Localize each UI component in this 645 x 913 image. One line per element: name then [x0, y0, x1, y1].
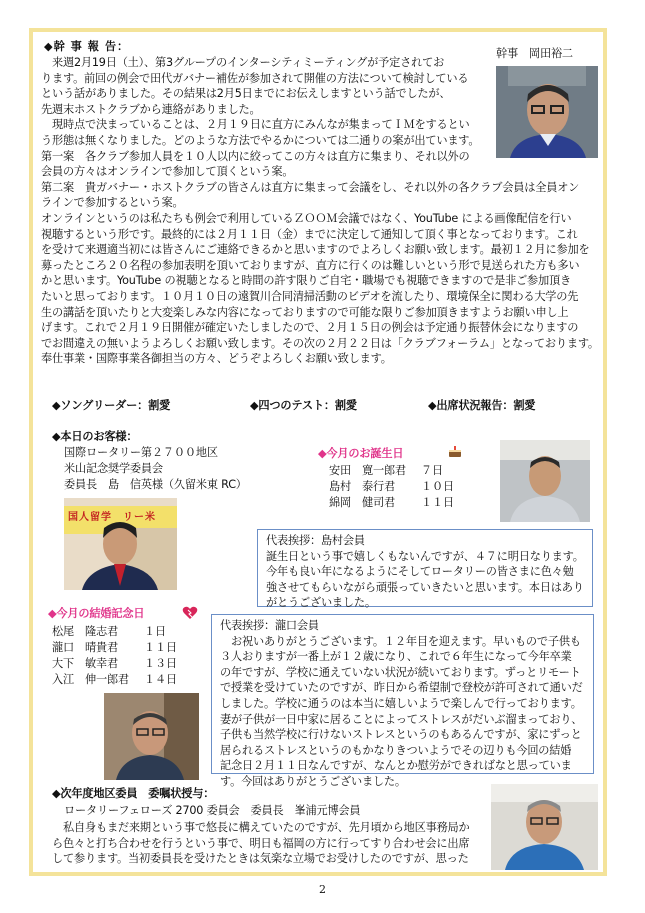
- anniversary-row: [52, 624, 177, 640]
- birthday-row: [329, 463, 454, 479]
- anniversary-greeting-line: 妻が子供が一日中家に居ることによってストレスがだいぶ溜まっており、: [220, 712, 583, 726]
- guest-photo-banner: 国人留学 リー米: [68, 512, 156, 523]
- anniversary-greeting-box: [211, 614, 594, 788]
- anniversary-row: [52, 672, 177, 688]
- secretary-line: を受けて来週適当初には皆さんにご連絡できるかと思いますのでよろしくお願い致します。最初１２月に参加を: [41, 243, 590, 257]
- birthday-greeting-title: 代表挨拶：島村会員: [266, 534, 365, 547]
- birthday-heading: ◆今月のお誕生日: [318, 447, 404, 460]
- anniversary-greeting-line: の年ですが、学校に通えていない状況が続いております。ずっとリモート: [220, 665, 581, 679]
- birthday-greeting-line: 今年も良い年になるようにそしてロータリーの皆さまに色々勉: [266, 565, 574, 579]
- song-leader-report: ◆ソングリーダー：割愛: [52, 399, 171, 412]
- birthday-name: 安田 寛一郎君: [329, 464, 406, 477]
- birthday-greeting-line: 強させてもらいながら頑張っていきたいと思います。本日はあり: [266, 580, 584, 594]
- anniversary-row: [52, 656, 177, 672]
- birthday-list: [329, 463, 454, 511]
- birthday-greeting-box: [257, 529, 593, 610]
- birthday-row: [329, 479, 454, 495]
- secretary-caption: 幹事 岡田裕二: [496, 47, 573, 60]
- guests-body: [64, 445, 247, 493]
- anniversary-name: 松尾 隆志君: [52, 625, 118, 638]
- birthday-photo: [500, 440, 590, 522]
- secretary-line: 現時点で決まっていることは、２月１９日に直方にみんなが集まってＩＭをするとい: [41, 118, 470, 132]
- secretary-body: [41, 55, 599, 367]
- anniversary-greeting-title: 代表挨拶：瀧口会員: [220, 619, 319, 632]
- four-way-test-report: ◆四つのテスト：割愛: [250, 399, 357, 412]
- anniversary-greeting-line: す。今回はありがとうございました。: [220, 774, 406, 788]
- birthday-row: [329, 495, 454, 511]
- secretary-line: げます。これで２月１９日開催が確定いたしましたので、２月１５日の例会は予定通り振替休会になりますの: [41, 321, 579, 335]
- secretary-line: 第二案 貴ガバナー・ホストクラブの皆さんは直方に集まって会議をし、それ以外の各クラブ会員は全員オン: [41, 180, 580, 194]
- anniversary-greeting-line: 子供も当然学校に行けないストレスというのもあるんですが、家にずっと: [220, 728, 582, 742]
- secretary-line: 募ったところ２０名程の参加表明を頂いておりますが、直方に行くのは難しいという形で見送られた方も多い: [41, 258, 580, 272]
- anniversary-day: １４日: [144, 673, 177, 686]
- anniversary-day: １日: [144, 625, 166, 638]
- birthday-greeting-line: 誕生日という事で嬉しくもないんですが、４７に明日なります。: [266, 549, 584, 563]
- next-year-photo: [491, 784, 598, 870]
- anniversary-greeting-line: で授業を受けていたのですが、昨日から希望制で登校が許可されて通いだ: [220, 681, 583, 695]
- secretary-line: ります。前回の例会で田代ガバナー補佐が参加されて開催の方法について検討している: [41, 71, 469, 85]
- secretary-line: 会員の方々はオンラインで参加して頂くという案。: [41, 165, 294, 179]
- birthday-name: 島村 泰行君: [329, 480, 395, 493]
- anniversary-list: [52, 624, 177, 688]
- birthday-day: １１日: [421, 496, 454, 509]
- anniversary-greeting-line: お祝いありがとうございます。１２年目を迎えます。早いもので子供も: [220, 634, 581, 648]
- secretary-line: オンラインというのは私たちも例会で利用しているＺＯＯＭ会議ではなく、YouTube による画像配信を行い: [41, 211, 572, 225]
- secretary-line: 先週末ホストクラブから連絡がありました。: [41, 102, 261, 116]
- guest-line: 委員長 島 信英様（久留米東 RC）: [64, 478, 247, 491]
- page-number: 2: [319, 883, 326, 896]
- next-year-line: して参ります。当初委員長を受けたときは気楽な立場でお受けしたのですが、思った: [52, 852, 469, 866]
- birthday-name: 綿岡 健司君: [329, 496, 395, 509]
- next-year-line: ら色々と打ち合わせを行うという事で、明日も福岡の方に行ってすり合わせ会に出席: [52, 836, 470, 850]
- secretary-line: 奉仕事業・国際事業各御担当の方々、どうぞよろしくお願い致します。: [41, 352, 392, 366]
- secretary-heading: ◆幹 事 報 告：: [44, 40, 130, 53]
- secretary-line: たいと思っております。１０月１０日の遠賀川合同清掃活動のビデオを流したり、環境保全に関わる大学の先: [41, 289, 579, 303]
- anniversary-greeting-line: 記念日２月１１日なんですが、なんとか慰労ができればなと思っていま: [220, 759, 572, 773]
- anniversary-name: 瀧口 晴貴君: [52, 641, 118, 654]
- anniversary-heading: ◆今月の結婚記念日: [48, 607, 145, 620]
- guest-photo: [64, 498, 177, 590]
- next-year-body: [52, 820, 470, 867]
- secretary-line: 第一案 各クラブ参加人員を１０人以内に絞ってこの方々は直方に集まり、それ以外の: [41, 149, 470, 163]
- anniversary-photo: [104, 693, 199, 780]
- secretary-line: 視聴するという形です。最終的には２月１１日（金）までに決定して通知して頂く事となっております。これ: [41, 227, 578, 241]
- birthday-day: １０日: [421, 480, 454, 493]
- anniversary-name: 大下 敏幸君: [52, 657, 118, 670]
- anniversary-name: 入江 伸一郎君: [52, 673, 129, 686]
- secretary-line: 生の講話を頂いたりと大変楽しみな内容になっておりますので可能な限りご参加頂きますようお願い申し上: [41, 305, 569, 319]
- anniversary-day: １１日: [144, 641, 177, 654]
- next-year-line: 私自身もまだ来期という事で悠長に構えていたのですが、先月頃から地区事務局か: [52, 821, 470, 834]
- anniversary-row: [52, 640, 177, 656]
- anniversary-day: １３日: [144, 657, 177, 670]
- secretary-line: かと思います。YouTube の視聴となると時間の許す限りご自宅・職場でも視聴できますので是非ご参加頂き: [41, 274, 572, 288]
- secretary-line: という話がありました。その結果は2月5日までにお伝えしますという話でしたが、: [41, 87, 451, 101]
- guest-line: 米山記念奨学委員会: [64, 462, 163, 475]
- birthday-greeting-line: がとうございました。: [266, 596, 376, 610]
- guest-line: 国際ロータリー第２７００地区: [64, 446, 218, 459]
- next-year-subheading: ロータリーフェローズ 2700 委員会 委員長 峯浦元博会員: [64, 804, 361, 817]
- cake-icon: [448, 443, 462, 462]
- secretary-line: 来週2月19日（土）、第3グループのインターシティミーティングが予定されてお: [41, 56, 445, 69]
- guests-heading: ◆本日のお客様：: [52, 430, 138, 443]
- secretary-line: う形態は無くなりました。どのような方法でやるかについては二通りの案が出ています。: [41, 133, 480, 147]
- anniversary-greeting-line: 居られるストレスというのもかなりきついようでその辺りも今回の結婚: [220, 743, 572, 757]
- anniversary-greeting-line: しました。学校に通うのは本当に嬉しいようで楽しんで行っております。: [220, 696, 582, 710]
- next-year-heading: ◆次年度地区委員 委嘱状授与：: [52, 787, 215, 800]
- secretary-line: でお間違えの無いようよろしくお願い致します。その次の２月２２日は「クラブフォーラム」となっております。: [41, 336, 599, 350]
- attendance-report: ◆出席状況報告：割愛: [428, 399, 536, 412]
- birthday-day: ７日: [421, 464, 443, 477]
- secretary-line: ラインで参加するという案。: [41, 196, 184, 210]
- heart-icon: [182, 605, 198, 624]
- anniversary-greeting-line: ３人おりますが一番上が１２歳になり、これで６年生になって今年卒業: [220, 650, 572, 664]
